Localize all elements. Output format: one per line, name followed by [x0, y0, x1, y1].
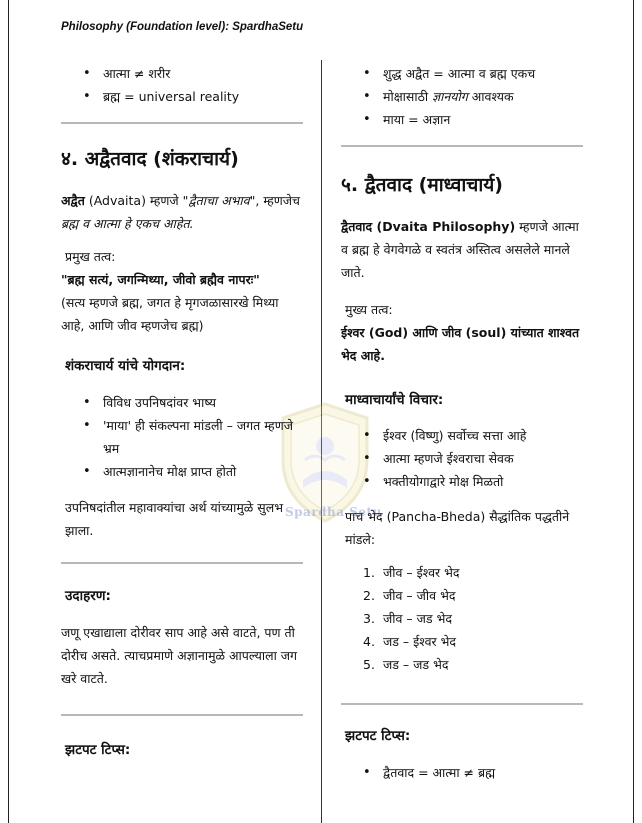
watermark-text: Spardha Setu — [285, 505, 382, 519]
principle-label: मुख्य तत्व: — [345, 302, 393, 317]
pancha-bheda-list — [341, 561, 583, 676]
principle-label: प्रमुख तत्व: — [65, 249, 116, 264]
section-4-heading: ४. अद्वैतवाद (शंकराचार्य) — [61, 148, 239, 170]
section-5-heading: ५. द्वैतवाद (माध्वाचार्य) — [341, 174, 503, 196]
list-item: • 'माया' ही संकल्पना मांडली – जगत म्हणजे भ्रम — [83, 414, 303, 460]
right-top-bullet-list — [341, 62, 583, 131]
list-item: • मोक्षासाठी ज्ञानयोग आवश्यक — [363, 85, 583, 108]
shankaracharya-contribution-heading: शंकराचार्य यांचे योगदान: — [65, 358, 186, 374]
contribution-note: उपनिषदांतील महावाक्यांचा अर्थ यांच्यामुळे सुलभ झाला. — [65, 500, 283, 538]
list-item: • ईश्वर (विष्णु) सर्वोच्च सत्ता आहे — [363, 424, 583, 447]
list-item: 4. जड – ईश्वर भेद — [363, 634, 457, 649]
views-list — [341, 424, 583, 493]
list-item: 3. जीव – जड भेद — [363, 611, 453, 626]
right-column — [341, 62, 583, 784]
principle-quote: "ब्रह्म सत्यं, जगन्मिथ्या, जीवो ब्रह्मैव नापरः" — [61, 272, 260, 287]
list-item: • आत्मज्ञानानेच मोक्ष प्राप्त होतो — [83, 460, 303, 483]
example-text: जणू एखाद्याला दोरीवर साप आहे असे वाटते, पण ती दोरीच असते. त्याचप्रमाणे अज्ञानामुळे आपल्याला जग खरे वाटते. — [61, 625, 298, 686]
list-item: • आत्मा म्हणजे ईश्वराचा सेवक — [363, 447, 583, 470]
principle-meaning: (सत्य म्हणजे ब्रह्म, जगत हे मृगजळासारखे मिथ्या आहे, आणि जीव म्हणजेच ब्रह्म) — [61, 295, 279, 333]
list-item: 2. जीव – जीव भेद — [363, 588, 456, 603]
pancha-bheda-text: पाच भेद (Pancha-Bheda) सैद्धांतिक पद्धतीने मांडले: — [345, 509, 570, 547]
madhvacharya-views-heading: माध्वाचार्यांचे विचार: — [345, 392, 444, 408]
quick-tips-heading: झटपट टिप्स: — [345, 728, 411, 744]
principle-text: ईश्वर (God) आणि जीव (soul) यांच्यात शाश्वत भेद आहे. — [341, 325, 580, 363]
quick-tips-list — [341, 761, 583, 784]
example-heading: उदाहरण: — [65, 588, 111, 604]
left-top-bullet-list — [61, 62, 303, 108]
section-5-intro: द्वैतवाद (Dvaita Philosophy) म्हणजे आत्मा व ब्रह्म हे वेगवेगळे व स्वतंत्र अस्तित्व असलेले मानले जाते. — [341, 219, 579, 280]
list-item: 1. जीव – ईश्वर भेद — [363, 565, 460, 580]
list-item: • ब्रह्म = universal reality — [83, 85, 303, 108]
contribution-list — [61, 391, 303, 483]
list-item: • भक्तीयोगाद्वारे मोक्ष मिळतो — [363, 470, 583, 493]
list-item: 5. जड – जड भेद — [363, 657, 449, 672]
left-column — [61, 62, 303, 761]
section-divider — [61, 562, 303, 564]
list-item: • माया = अज्ञान — [363, 108, 583, 131]
list-item: • शुद्ध अद्वैत = आत्मा व ब्रह्म एकच — [363, 62, 583, 85]
section-divider — [61, 122, 303, 124]
section-divider — [341, 145, 583, 147]
list-item: • विविध उपनिषदांवर भाष्य — [83, 391, 303, 414]
column-divider — [321, 60, 322, 823]
document-header: Philosophy (Foundation level): SpardhaSetu — [61, 21, 304, 33]
list-item: • आत्मा ≠ शरीर — [83, 62, 303, 85]
section-divider — [61, 714, 303, 716]
section-4-intro: अद्वैत (Advaita) म्हणजे "द्वैताचा अभाव", म्हणजेच ब्रह्म व आत्मा हे एकच आहेत. — [61, 193, 300, 231]
section-divider — [341, 703, 583, 705]
quick-tips-heading: झटपट टिप्स: — [65, 742, 131, 758]
list-item: • द्वैतवाद = आत्मा ≠ ब्रह्म — [363, 761, 583, 784]
